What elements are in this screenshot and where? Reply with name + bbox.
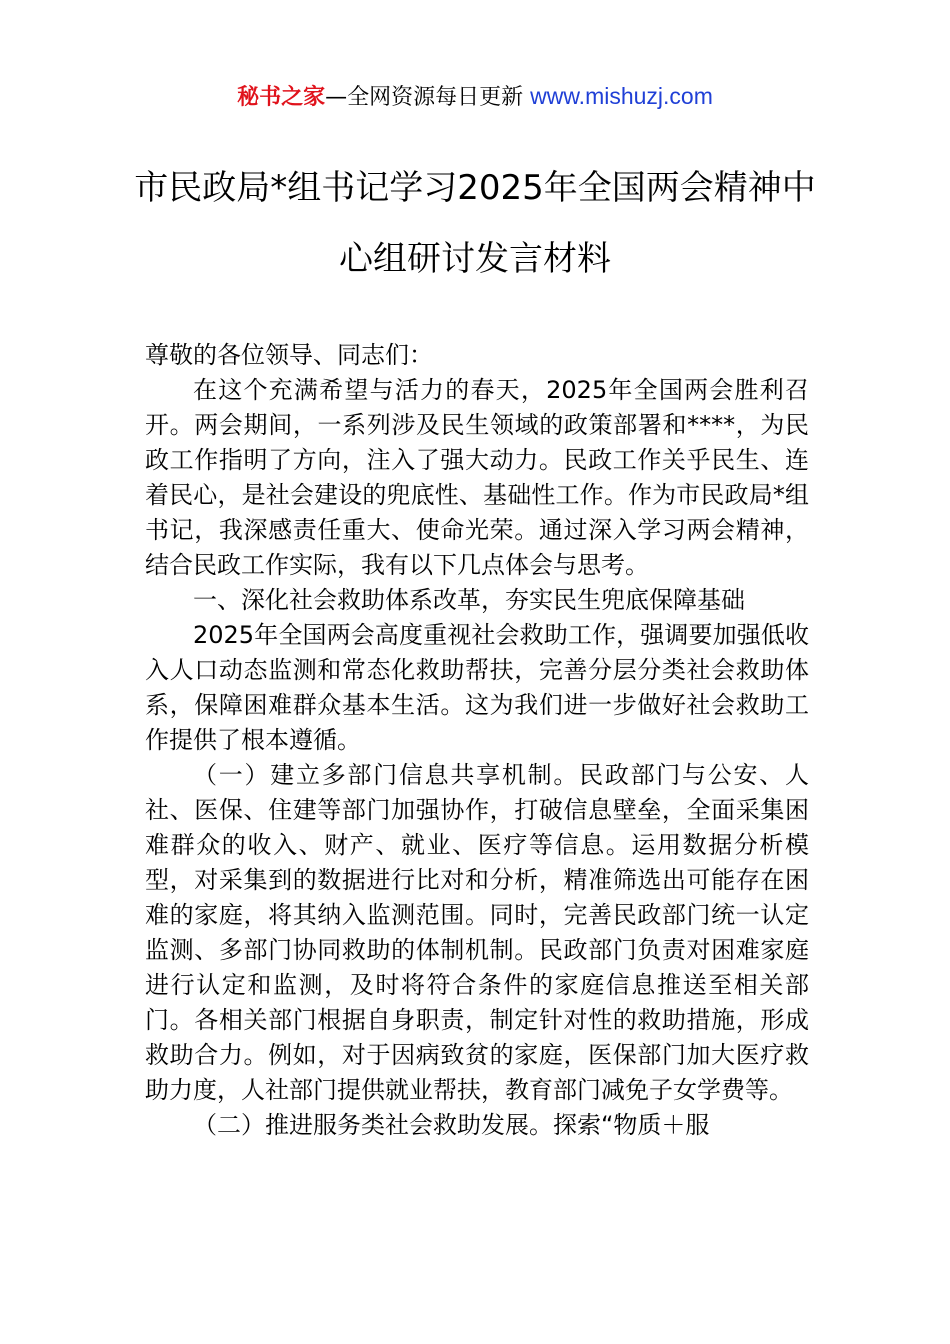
header-tagline: —全网资源每日更新 [325, 85, 524, 110]
document-body [145, 338, 809, 1143]
salutation: 尊敬的各位领导、同志们： [145, 341, 433, 369]
section-heading-1: 一、深化社会救助体系改革，夯实民生兜底保障基础 [193, 586, 745, 614]
brand-name: 秘书之家 [237, 85, 326, 110]
site-header [0, 80, 950, 114]
document-title: 市民政局*组书记学习2025年全国两会精神中心组研讨发言材料 [134, 168, 816, 279]
subsection-2-paragraph: （二）推进服务类社会救助发展。探索“物质＋服 [193, 1111, 710, 1139]
section-1-paragraph: 2025年全国两会高度重视社会救助工作，强调要加强低收入人口动态监测和常态化救助帮扶，完善分层分类社会救助体系，保障困难群众基本生活。这为我们进一步做好社会救助工作提供了根本遵循。 [145, 621, 809, 754]
site-url-link[interactable]: www.mishuzj.com [530, 83, 713, 109]
intro-paragraph: 在这个充满希望与活力的春天，2025年全国两会胜利召开。两会期间，一系列涉及民生领域的政策部署和****，为民政工作指明了方向，注入了强大动力。民政工作关乎民生、连着民心，是社会建设的兜底性、基础性工作。作为市民政局*组书记，我深感责任重大、使命光荣。通过深入学习两会精神，结合民政工作实际，我有以下几点体会与思考。 [145, 376, 809, 579]
subsection-1-paragraph: （一）建立多部门信息共享机制。民政部门与公安、人社、医保、住建等部门加强协作，打破信息壁垒，全面采集困难群众的收入、财产、就业、医疗等信息。运用数据分析模型，对采集到的数据进行比对和分析，精准筛选出可能存在困难的家庭，将其纳入监测范围。同时，完善民政部门统一认定监测、多部门协同救助的体制机制。民政部门负责对困难家庭进行认定和监测，及时将符合条件的家庭信息推送至相关部门。各相关部门根据自身职责，制定针对性的救助措施，形成救助合力。例如，对于因病致贫的家庭，医保部门加大医疗救助力度，人社部门提供就业帮扶，教育部门减免子女学费等。 [145, 761, 809, 1104]
